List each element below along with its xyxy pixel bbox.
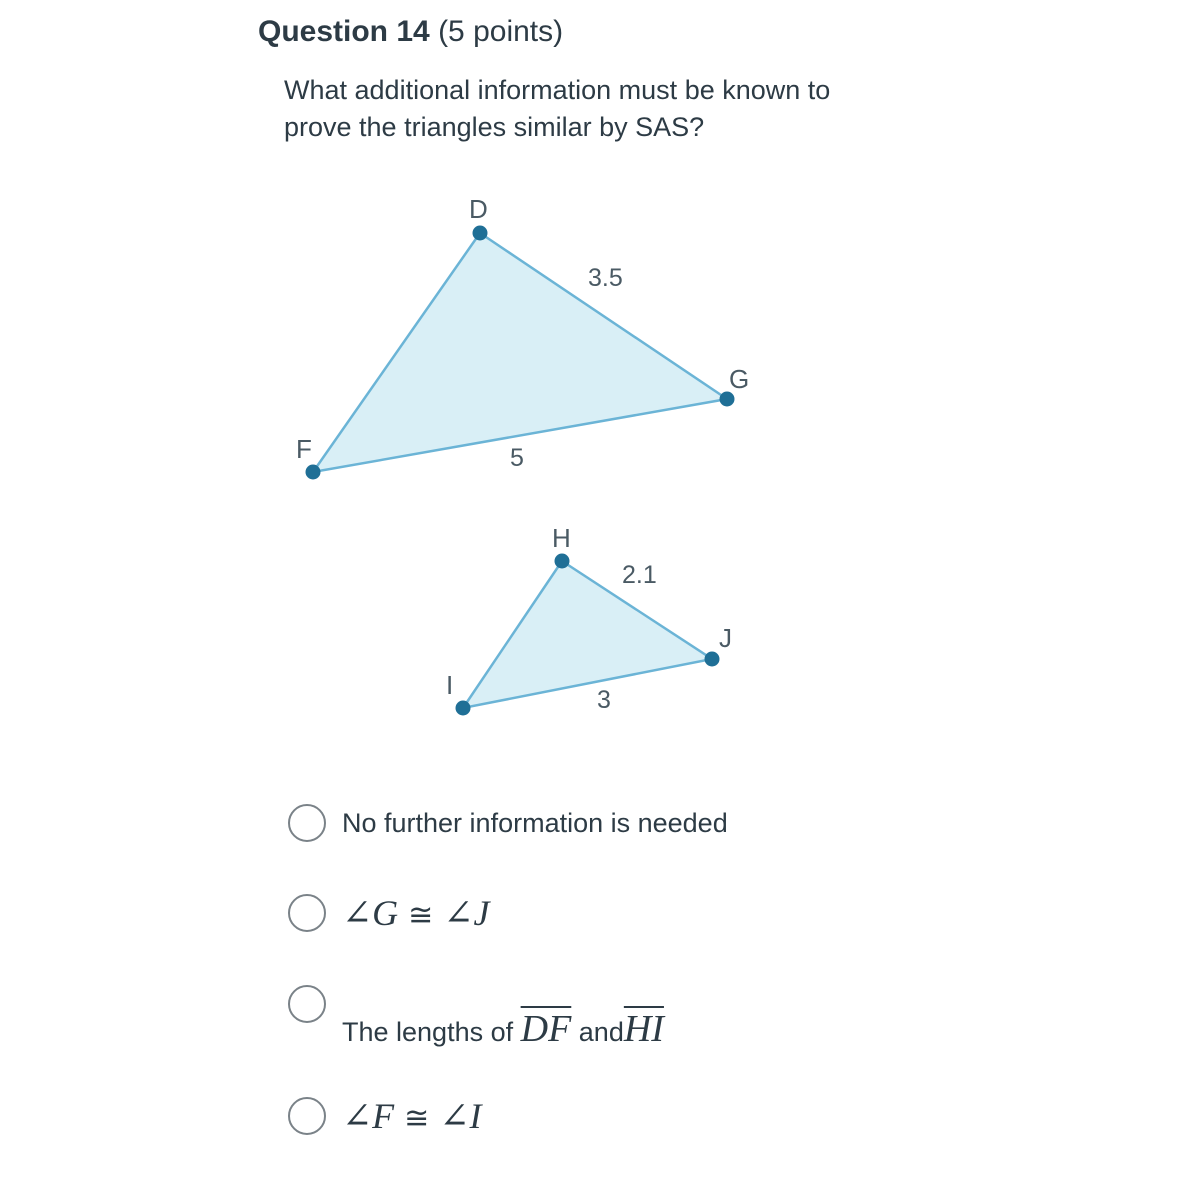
- side-fg-label: 5: [510, 444, 524, 472]
- triangle-dgf: [313, 233, 727, 472]
- answer-option-2[interactable]: [288, 891, 489, 935]
- vertex-g-label: G: [729, 364, 750, 394]
- angle-symbol: ∠: [439, 1096, 470, 1136]
- radio-option-1[interactable]: [288, 804, 326, 842]
- option-1-text: No further information is needed: [342, 807, 728, 838]
- angle-symbol: ∠: [342, 1096, 373, 1136]
- angle-g: G: [372, 893, 399, 933]
- answer-option-3[interactable]: [288, 985, 664, 1049]
- question-title: Question 14: [258, 15, 430, 48]
- option-3-text: [342, 1007, 664, 1051]
- vertex-h-point: [555, 554, 570, 569]
- radio-option-4[interactable]: [288, 1097, 326, 1135]
- vertex-j-label: J: [719, 623, 732, 653]
- side-hj-label: 2.1: [622, 561, 657, 589]
- vertex-f-label: F: [296, 434, 312, 464]
- option-3-prefix: The lengths of: [342, 1017, 521, 1047]
- radio-option-3[interactable]: [288, 985, 326, 1023]
- prompt-line-2: prove the triangles similar by SAS?: [284, 112, 705, 142]
- prompt-line-1: What additional information must be known to: [284, 75, 831, 105]
- side-dg-label: 3.5: [588, 264, 623, 292]
- congruent-symbol: ≅: [404, 1101, 430, 1136]
- vertex-j-point: [705, 652, 720, 667]
- vertex-d-point: [473, 226, 488, 241]
- option-3-middle: and: [571, 1017, 624, 1047]
- angle-j: J: [473, 893, 490, 933]
- radio-option-2[interactable]: [288, 894, 326, 932]
- vertex-f-point: [306, 465, 321, 480]
- segment-df: $\overline{DF}$: [520, 1008, 572, 1050]
- vertex-i-label: I: [446, 670, 454, 700]
- angle-i: I: [469, 1096, 482, 1136]
- angle-symbol: ∠: [443, 893, 474, 933]
- option-2-math: [342, 892, 489, 934]
- congruent-symbol: ≅: [408, 898, 434, 933]
- vertex-h-label: H: [552, 523, 571, 553]
- option-4-math: [342, 1095, 481, 1137]
- angle-f: F: [372, 1096, 395, 1136]
- segment-hi: $\overline{HI}$: [623, 1008, 664, 1050]
- answer-option-4[interactable]: [288, 1094, 481, 1138]
- triangle-hji: [463, 561, 712, 708]
- answer-option-1[interactable]: [288, 801, 728, 845]
- angle-symbol: ∠: [342, 893, 373, 933]
- vertex-d-label: D: [469, 194, 488, 224]
- vertex-i-point: [456, 701, 471, 716]
- question-points: (5 points): [438, 15, 564, 48]
- side-ij-label: 3: [597, 686, 611, 714]
